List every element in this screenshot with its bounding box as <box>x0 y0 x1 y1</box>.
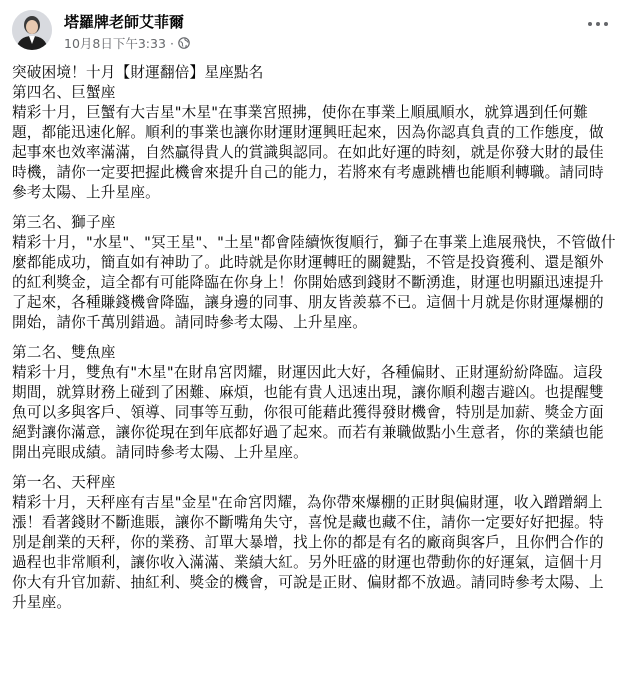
post-title: 突破困境！十月【財運翻倍】星座點名 <box>12 64 264 81</box>
paragraph-gap <box>12 333 616 343</box>
section-body: 精彩十月，天秤座有吉星"金星"在命宮閃耀，為你帶來爆棚的正財與偏財運，收入蹭蹭網上漲！看著錢財不斷進賬，讓你不斷嘴角失守，喜悅是藏也藏不住，請你一定要好好把握。特別是創業的天秤，你的業務、訂單大暴增，找上你的都是有名的廠商與客戶，且你們合作的過程也非常順利，讓你收入滿滿、業績大紅。另外旺盛的財運也帶動你的好運氣，這個十月你大有升官加薪、抽紅利、獎金的機會，可說是正財、偏財都不放過。請同時參考太陽、上升星座。 <box>12 494 604 611</box>
post-meta <box>64 34 190 52</box>
section-body: 精彩十月，雙魚有"木星"在財帛宮閃耀，財運因此大好，各種偏財、正財運紛紛降臨。這段期間，就算財務上碰到了困難、麻煩，也能有貴人迅速出現，讓你順利趨吉避凶。也提醒雙魚可以多與客戶、領導、同事等互動，你很可能藉此獲得發財機會，特別是加薪、獎金方面絕對讓你滿意，讓你從現在到年底都好過了起來。而若有兼職做點小生意者，你的業績也能開出亮眼成績。請同時參考太陽、上升星座。 <box>12 364 604 461</box>
section-rank: 第三名、獅子座 <box>12 214 116 231</box>
section-rank: 第四名、巨蟹座 <box>12 84 116 101</box>
section-rank: 第一名、天秤座 <box>12 474 116 491</box>
post-timestamp[interactable]: 10月8日下午3:33 <box>64 36 166 51</box>
paragraph-gap <box>12 463 616 473</box>
paragraph-gap <box>12 203 616 213</box>
globe-icon[interactable] <box>178 37 190 49</box>
author-avatar[interactable] <box>12 10 52 50</box>
section-body: 精彩十月，"水星"、"冥王星"、"土星"都會陸續恢復順行，獅子在事業上進展飛快，不管做什麼都能成功，簡直如有神助了。此時就是你財運轉旺的關鍵點，不管是投資獲利、還是額外的紅利獎金，這全都有可能降臨在你身上！你開始感到錢財不斷湧進，財運也明顯迅速提升了起來，各種賺錢機會降臨，讓身邊的同事、朋友皆羨慕不已。這個十月就是你財運爆棚的開始，請你千萬別錯過。請同時參考太陽、上升星座。 <box>12 234 616 331</box>
meta-separator: · <box>169 35 174 51</box>
section-body: 精彩十月，巨蟹有大吉星"木星"在事業宮照拂，使你在事業上順風順水，就算遇到任何難題，都能迅速化解。順利的事業也讓你財運財運興旺起來，因為你認真負責的工作態度，做起事來也效率滿滿，自然贏得貴人的賞識與認同。在如此好運的時刻，就是你發大財的最佳時機，請你一定要把握此機會來提升自己的能力，若將來有考慮跳槽也能順利轉職。請同時參考太陽、上升星座。 <box>12 104 604 201</box>
post-header <box>0 0 626 60</box>
post-body <box>12 63 616 613</box>
author-name[interactable]: 塔羅牌老師艾菲爾 <box>64 13 185 31</box>
more-horizontal-icon[interactable] <box>584 14 612 34</box>
section-rank: 第二名、雙魚座 <box>12 344 116 361</box>
